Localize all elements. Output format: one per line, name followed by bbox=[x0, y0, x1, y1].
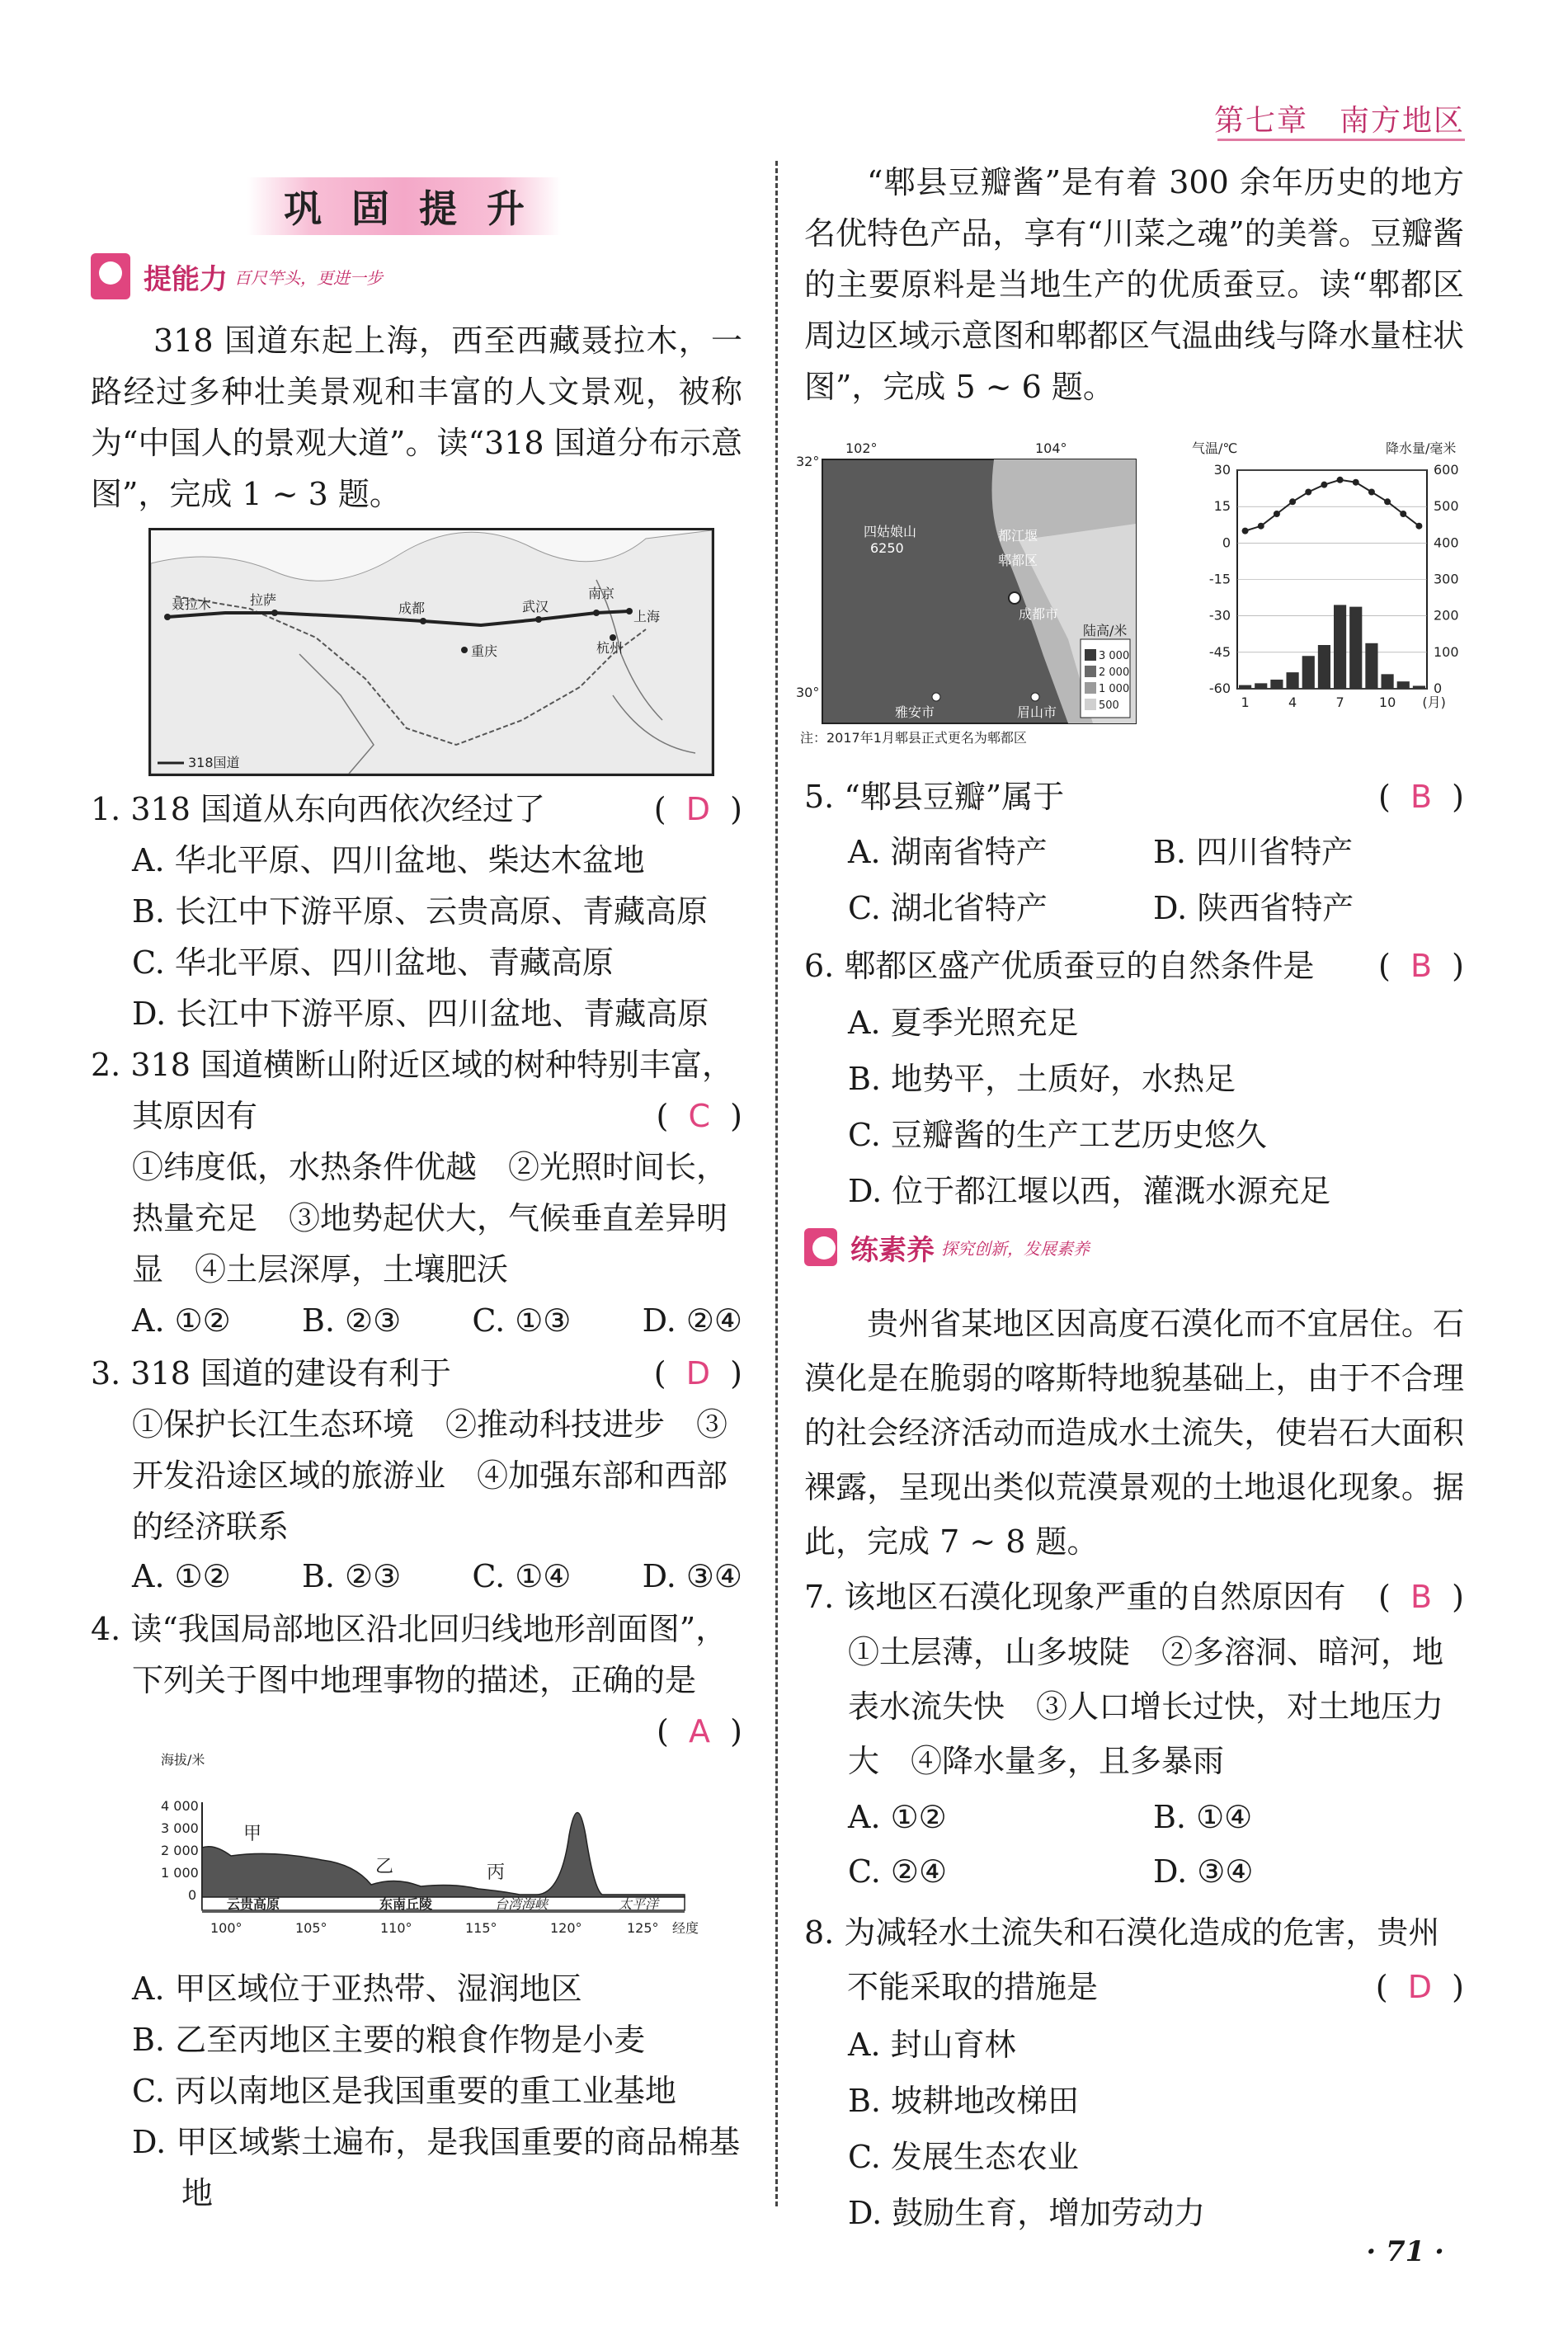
question-2-choices bbox=[132, 1295, 742, 1346]
point-bing: 丙 bbox=[487, 1862, 506, 1883]
answer-mark: B bbox=[1410, 1579, 1433, 1615]
temperature-point bbox=[1305, 489, 1311, 496]
page-number: · 71 · bbox=[1366, 2235, 1444, 2268]
answer-paren: ( B ) bbox=[1377, 948, 1464, 984]
answer-mark: C bbox=[688, 1098, 711, 1134]
profile-xtick: 115° bbox=[465, 1920, 497, 1936]
y2-tick-label: 400 bbox=[1434, 534, 1459, 551]
chart-ylabel: 气温/℃ bbox=[1192, 441, 1238, 456]
temperature-point bbox=[1321, 482, 1327, 488]
intro-318: 318 国道东起上海，西至西藏聂拉木，一路经过多种壮美景观和丰富的人文景观，被称为“中国人的景观大道”。读“318 国道分布示意图”，完成 1 ~ 3 题。 bbox=[91, 323, 742, 512]
point-yi: 乙 bbox=[375, 1857, 394, 1877]
chapter-title: 第七章 南方地区 bbox=[1213, 104, 1465, 138]
choice-c: C. ①④ bbox=[472, 1558, 572, 1594]
chart-ylabel2: 降水量/毫米 bbox=[1386, 441, 1457, 456]
place-label: 眉山市 bbox=[1017, 704, 1057, 720]
temperature-line bbox=[1245, 480, 1420, 531]
temperature-point bbox=[1415, 523, 1422, 530]
city-label: 拉萨 bbox=[250, 592, 277, 608]
column-divider bbox=[775, 161, 778, 2206]
temperature-point bbox=[1400, 511, 1406, 517]
ability-tag bbox=[91, 252, 383, 301]
choice-b: B. ②③ bbox=[301, 1558, 402, 1594]
answer-paren: ( A ) bbox=[657, 1713, 742, 1749]
question-stem: 2. 318 国道横断山附近区域的树种特别丰富，其原因有 bbox=[91, 1047, 733, 1134]
peak-label: 四姑娘山 bbox=[864, 524, 917, 539]
section-banner bbox=[247, 177, 561, 235]
question-stem: 5. “郫县豆瓣”属于 bbox=[804, 779, 1065, 815]
question-stem: 8. 为减轻水土流失和石漠化造成的危害，贵州不能采取的措施是 bbox=[804, 1914, 1440, 2005]
option-d: D. 长江中下游平原、四川盆地、青藏高原 bbox=[132, 996, 709, 1032]
option-c: C. 发展生态农业 bbox=[848, 2139, 1079, 2175]
lat-label: 32° bbox=[796, 454, 820, 469]
climate-chart bbox=[1188, 441, 1476, 755]
road-318-map-svg bbox=[151, 530, 712, 774]
profile-xtick: 125° bbox=[627, 1920, 659, 1936]
intro-pixian: “郫县豆瓣酱”是有着 300 余年历史的地方名优特色产品，享有“川菜之魂”的美誉。豆瓣酱的主要原料是当地生产的优质蚕豆。读“郫都区周边区域示意图和郫都区气温曲线与降水量柱状图”，完成 5 ~ 6 题。 bbox=[804, 164, 1464, 405]
answer-mark: A bbox=[689, 1713, 711, 1749]
option-a: A. 华北平原、四川盆地、柴达木盆地 bbox=[132, 842, 645, 878]
answer-mark: B bbox=[1410, 779, 1433, 815]
precip-bar bbox=[1349, 607, 1362, 689]
precip-bar bbox=[1270, 680, 1283, 689]
profile-ytick: 3 000 bbox=[161, 1820, 199, 1836]
city-label: 杭州 bbox=[596, 640, 624, 656]
answer-paren: ( B ) bbox=[1377, 1579, 1464, 1615]
pidu-map-svg bbox=[796, 441, 1159, 755]
question-4-options bbox=[132, 1963, 742, 2219]
temperature-point bbox=[1337, 477, 1344, 483]
x-tick-label: 1 bbox=[1241, 695, 1250, 710]
profile-ytick: 4 000 bbox=[161, 1798, 199, 1814]
precip-bar bbox=[1365, 643, 1377, 689]
x-tick-label: 10 bbox=[1378, 695, 1396, 710]
legend-item: 3 000 bbox=[1099, 650, 1130, 662]
ability-label: 提能力 bbox=[144, 262, 228, 296]
option-c: C. 华北平原、四川盆地、青藏高原 bbox=[132, 944, 614, 981]
city-label: 武汉 bbox=[522, 599, 549, 614]
city-label: 聂拉木 bbox=[172, 596, 212, 612]
y2-tick-label: 600 bbox=[1434, 462, 1459, 478]
lon-label: 104° bbox=[1035, 441, 1067, 456]
answer-paren: ( D ) bbox=[653, 1355, 742, 1391]
city-label: 上海 bbox=[633, 609, 661, 624]
question-6 bbox=[804, 940, 1464, 991]
choice-c: C. ①③ bbox=[472, 1302, 572, 1339]
option-a: A. 夏季光照充足 bbox=[848, 1005, 1079, 1041]
profile-ytick: 0 bbox=[188, 1887, 197, 1903]
profile-xtick: 105° bbox=[295, 1920, 327, 1936]
question-stem: 4. 读“我国局部地区沿北回归线地形剖面图”，下列关于图中地理事物的描述，正确的是 bbox=[91, 1611, 727, 1698]
question-3-body: ①保护长江生态环境 ②推动科技进步 ③开发沿途区域的旅游业 ④加强东部和西部的经济联系 bbox=[132, 1406, 728, 1545]
question-2 bbox=[91, 1039, 742, 1142]
option-d: D. ③④ bbox=[1153, 1853, 1254, 1890]
option-c: C. ②④ bbox=[848, 1853, 948, 1890]
option-d: D. 位于都江堰以西，灌溉水源充足 bbox=[848, 1173, 1331, 1209]
option-a: A. ①② bbox=[848, 1799, 947, 1835]
intro-karst: 贵州省某地区因高度石漠化而不宜居住。石漠化是在脆弱的喀斯特地貌基础上，由于不合理的社会经济活动而造成水土流失，使岩石大面积裸露，呈现出类似荒漠景观的土地退化现象。据此，完成 7 ~ 8 题。 bbox=[804, 1306, 1464, 1560]
option-b: B. 四川省特产 bbox=[1153, 834, 1354, 870]
y2-tick-label: 500 bbox=[1434, 498, 1459, 515]
precip-bar bbox=[1255, 683, 1267, 689]
profile-xunit: 经度 bbox=[672, 1920, 699, 1936]
precip-bar bbox=[1287, 672, 1299, 689]
option-d: D. 甲区域紫土遍布，是我国重要的商品棉基地 bbox=[132, 2124, 741, 2211]
y-tick-label: 15 bbox=[1213, 498, 1231, 515]
legend-item: 1 000 bbox=[1099, 683, 1130, 695]
option-b: B. 长江中下游平原、云贵高原、青藏高原 bbox=[132, 893, 709, 930]
option-d: D. 鼓励生育，增加劳动力 bbox=[848, 2195, 1206, 2231]
legend-title: 陆高/米 bbox=[1083, 623, 1128, 638]
option-a: A. 湖南省特产 bbox=[848, 834, 1048, 870]
choice-d: D. ②④ bbox=[642, 1302, 742, 1339]
answer-paren: ( D ) bbox=[653, 791, 742, 827]
region-label: 台湾海峡 bbox=[495, 1896, 549, 1912]
place-label: 都江堰 bbox=[998, 528, 1038, 544]
section-title: 巩固提升 bbox=[284, 186, 554, 231]
temperature-point bbox=[1384, 498, 1391, 505]
lat-label: 30° bbox=[796, 685, 820, 700]
y-tick-label: -45 bbox=[1208, 643, 1231, 660]
temperature-point bbox=[1368, 489, 1375, 496]
choice-b: B. ②③ bbox=[301, 1302, 402, 1339]
terrain-profile bbox=[157, 1753, 734, 1951]
region-label: 云贵高原 bbox=[227, 1896, 280, 1912]
question-1-options bbox=[132, 835, 742, 1039]
option-b: B. ①④ bbox=[1153, 1799, 1253, 1835]
profile-ytick: 2 000 bbox=[161, 1843, 199, 1858]
y2-tick-label: 0 bbox=[1434, 680, 1443, 696]
question-8 bbox=[804, 1905, 1464, 2014]
question-3-choices bbox=[132, 1551, 742, 1602]
option-c: C. 豆瓣酱的生产工艺历史悠久 bbox=[848, 1117, 1267, 1153]
y-tick-label: -30 bbox=[1208, 607, 1231, 624]
answer-mark: D bbox=[685, 791, 711, 827]
profile-ytick: 1 000 bbox=[161, 1865, 199, 1881]
climate-chart-svg bbox=[1188, 441, 1476, 755]
choice-a: A. ①② bbox=[132, 1558, 231, 1594]
literacy-tag bbox=[804, 1222, 1090, 1272]
option-c: C. 湖北省特产 bbox=[848, 890, 1048, 926]
option-c: C. 丙以南地区是我国重要的重工业基地 bbox=[132, 2073, 676, 2109]
question-stem: 3. 318 国道的建设有利于 bbox=[91, 1355, 451, 1391]
map-legend: 318国道 bbox=[188, 755, 240, 770]
y2-tick-label: 100 bbox=[1434, 643, 1459, 660]
flag-icon bbox=[804, 1228, 837, 1266]
question-2-body: ①纬度低，水热条件优越 ②光照时间长，热量充足 ③地势起伏大，气候垂直差异明显 ④土层深厚，土壤肥沃 bbox=[132, 1149, 728, 1288]
question-stem: 1. 318 国道从东向西依次经过了 bbox=[91, 791, 545, 827]
legend-item: 2 000 bbox=[1099, 666, 1130, 679]
profile-xtick: 100° bbox=[210, 1920, 242, 1936]
temperature-point bbox=[1274, 511, 1280, 517]
choice-d: D. ③④ bbox=[642, 1558, 742, 1594]
y2-tick-label: 300 bbox=[1434, 571, 1459, 587]
place-label: 成都市 bbox=[1019, 606, 1059, 622]
profile-ylabel: 海拔/米 bbox=[161, 1753, 205, 1768]
precip-bar bbox=[1413, 685, 1425, 689]
temperature-point bbox=[1289, 498, 1296, 505]
question-4 bbox=[91, 1603, 742, 1749]
y-tick-label: -15 bbox=[1208, 571, 1231, 587]
option-a: A. 甲区域位于亚热带、湿润地区 bbox=[132, 1971, 582, 2007]
precip-bar bbox=[1334, 605, 1346, 689]
question-stem: 6. 郫都区盛产优质蚕豆的自然条件是 bbox=[804, 948, 1315, 984]
city-label: 南京 bbox=[588, 586, 615, 601]
temperature-point bbox=[1353, 479, 1359, 486]
profile-xtick: 110° bbox=[380, 1920, 412, 1936]
road-318-map bbox=[148, 528, 714, 776]
y-tick-label: 0 bbox=[1222, 534, 1231, 551]
option-b: B. 地势平，土质好，水热足 bbox=[848, 1061, 1236, 1097]
region-label: 东南丘陵 bbox=[379, 1896, 433, 1912]
peak-height: 6250 bbox=[870, 540, 904, 556]
option-b: B. 坡耕地改梯田 bbox=[848, 2083, 1080, 2119]
question-5 bbox=[804, 771, 1464, 822]
region-label: 太平洋 bbox=[619, 1896, 659, 1912]
answer-mark: B bbox=[1410, 948, 1433, 984]
answer-paren: ( D ) bbox=[1375, 1969, 1464, 2005]
temperature-point bbox=[1242, 528, 1249, 534]
place-label: 雅安市 bbox=[895, 704, 935, 720]
precip-bar bbox=[1397, 681, 1410, 689]
place-label: 郫都区 bbox=[998, 553, 1038, 568]
answer-paren: ( B ) bbox=[1377, 779, 1464, 815]
pidu-map bbox=[796, 441, 1159, 755]
answer-mark: D bbox=[685, 1355, 711, 1391]
point-jia: 甲 bbox=[243, 1824, 262, 1844]
answer-mark: D bbox=[1407, 1969, 1433, 2005]
question-1 bbox=[91, 784, 742, 835]
map-note: 注：2017年1月郫县正式更名为郫都区 bbox=[800, 730, 1027, 746]
legend-item: 500 bbox=[1099, 699, 1119, 712]
question-7-body: ①土层薄，山多坡陡 ②多溶洞、暗河，地表水流失快 ③人口增长过快，对土地压力大 ④降水量多，且多暴雨 bbox=[848, 1634, 1444, 1779]
precip-bar bbox=[1318, 645, 1330, 689]
option-a: A. 封山育林 bbox=[848, 2027, 1016, 2063]
y-tick-label: 30 bbox=[1213, 462, 1231, 478]
city-label: 成都 bbox=[398, 600, 426, 616]
question-5-options bbox=[848, 826, 1458, 934]
option-d: D. 陕西省特产 bbox=[1153, 890, 1354, 926]
question-7-options bbox=[848, 1790, 1458, 1899]
badge-icon bbox=[91, 253, 130, 299]
terrain-profile-svg bbox=[157, 1753, 734, 1951]
precip-bar bbox=[1302, 656, 1315, 689]
answer-paren: ( C ) bbox=[656, 1098, 742, 1134]
literacy-label: 练素养 bbox=[850, 1233, 935, 1267]
ability-sub: 百尺竿头，更进一步 bbox=[234, 267, 383, 288]
option-b: B. 乙至丙地区主要的粮食作物是小麦 bbox=[132, 2022, 646, 2058]
profile-xtick: 120° bbox=[550, 1920, 582, 1936]
question-8-options bbox=[848, 2017, 1458, 2241]
question-stem: 7. 该地区石漠化现象严重的自然原因有 bbox=[804, 1579, 1346, 1615]
precip-bar bbox=[1382, 674, 1394, 689]
question-3 bbox=[91, 1348, 742, 1399]
precip-bar bbox=[1239, 685, 1251, 689]
header-underline bbox=[1217, 139, 1465, 141]
y-tick-label: -60 bbox=[1208, 680, 1231, 696]
question-6-options bbox=[848, 995, 1458, 1219]
x-tick-label: 7 bbox=[1335, 695, 1344, 710]
lon-label: 102° bbox=[845, 441, 878, 456]
y2-tick-label: 200 bbox=[1434, 607, 1459, 624]
temperature-point bbox=[1258, 523, 1264, 530]
literacy-sub: 探究创新，发展素养 bbox=[941, 1238, 1090, 1259]
x-axis-label: (月) bbox=[1422, 695, 1446, 710]
x-tick-label: 4 bbox=[1288, 695, 1297, 710]
choice-a: A. ①② bbox=[132, 1302, 231, 1339]
question-7 bbox=[804, 1571, 1464, 1622]
city-label: 重庆 bbox=[471, 643, 498, 659]
